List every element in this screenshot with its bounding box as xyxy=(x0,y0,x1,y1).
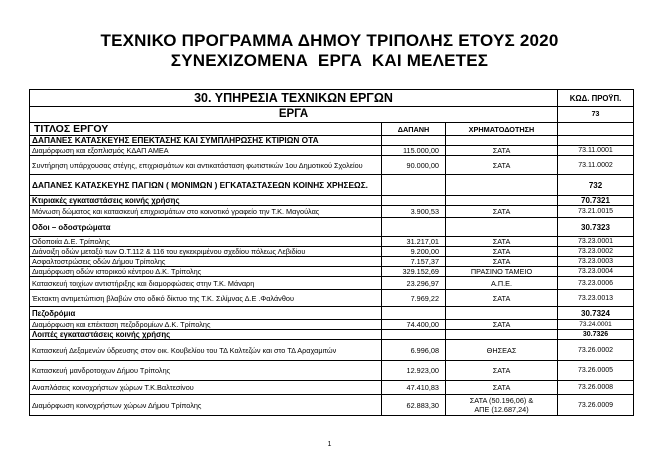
row-title: Κατασκευή Δεξαμενών ύδρευσης στον οικ. Κουβελίου του ΤΔ Καλτεζών και στο ΤΔ Αραχαμιτών xyxy=(30,340,382,361)
section-row xyxy=(30,175,634,196)
row-title: Έκτακτη αντιμετώπιση βλαβών στο οδικό δίκτυο της Τ.Κ. Σιλίμνας Δ.Ε .Φαλάνθου xyxy=(30,290,382,307)
col-funding-header: ΧΡΗΜΑΤΟΔΟΤΗΣΗ xyxy=(446,123,558,136)
subsection-ktiriakes-code: 70.7321 xyxy=(558,196,634,206)
erga-code: 73 xyxy=(558,107,634,123)
table-row xyxy=(30,395,634,416)
row-code: 73.23.0013 xyxy=(558,290,634,307)
subsection-loipes-code: 30.7326 xyxy=(558,330,634,340)
row-cost: 329.152,69 xyxy=(382,267,446,277)
empty-cell xyxy=(446,136,558,146)
row-title: Συντήρηση υπάρχουσας στέγης, επιχρισμάτων και αντικατάσταση φωτιστικών 1ου Δημοτικού Σχολείου xyxy=(30,156,382,175)
row-title: Κατασκευή μανδροτοιχων Δήμου Τρίπολης xyxy=(30,361,382,381)
row-funding: ΣΑΤΑ xyxy=(446,381,558,395)
section-fixed-code: 732 xyxy=(558,175,634,196)
table-row xyxy=(30,277,634,290)
page-number: 1 xyxy=(327,441,332,448)
row-cost: 6.996,08 xyxy=(382,340,446,361)
empty-cell xyxy=(382,196,446,206)
row-funding: ΣΑΤΑ xyxy=(446,361,558,381)
row-code: 73.23.0002 xyxy=(558,247,634,257)
col-cost-header: ΔΑΠΑΝΗ xyxy=(382,123,446,136)
code-header: ΚΩΔ. ΠΡΟΫΠ. xyxy=(558,90,634,107)
col-title-header: ΤΙΤΛΟΣ ΕΡΓΟΥ xyxy=(30,123,382,136)
row-funding: ΘΗΣΕΑΣ xyxy=(446,340,558,361)
row-cost: 7.969,22 xyxy=(382,290,446,307)
row-funding: ΣΑΤΑ xyxy=(446,237,558,247)
empty-cell xyxy=(446,196,558,206)
empty-cell xyxy=(558,136,634,146)
subsection-ktiriakes: Κτιριακές εγκαταστάσεις κοινής χρήσης xyxy=(30,196,382,206)
row-cost: 9.200,00 xyxy=(382,247,446,257)
subsection-odoi: Οδοι – οδοστρώματα xyxy=(30,218,382,237)
table-row xyxy=(30,290,634,307)
col-code-header xyxy=(558,123,634,136)
service-header-row xyxy=(30,90,634,107)
row-funding: ΠΡΑΣΙΝΟ ΤΑΜΕΙΟ xyxy=(446,267,558,277)
funding-line: ΣΑΤΑ (50.196,06) & xyxy=(469,396,534,405)
row-funding: ΣΑΤΑ xyxy=(446,290,558,307)
row-code: 73.26.0002 xyxy=(558,340,634,361)
empty-cell xyxy=(446,307,558,320)
row-cost: 74.400,00 xyxy=(382,320,446,330)
row-funding xyxy=(446,395,558,416)
funding-line: ΑΠΕ (12.687,24) xyxy=(474,405,529,414)
row-cost: 47.410,83 xyxy=(382,381,446,395)
row-cost: 90.000,00 xyxy=(382,156,446,175)
row-title: Διαμόρφωση και επέκταση πεζοδρομίων Δ.Κ. Τρίπολης xyxy=(30,320,382,330)
table-row xyxy=(30,381,634,395)
empty-cell xyxy=(446,218,558,237)
row-code: 73.26.0009 xyxy=(558,395,634,416)
section-fixed: ΔΑΠΑΝΕΣ ΚΑΤΑΣΚΕΥΗΣ ΠΑΓΙΩΝ ( ΜΟΝΙΜΩΝ ) ΕΓΚΑΤΑΣΤΑΣΕΩΝ ΚΟΙΝΗΣ ΧΡΗΣΕΩΣ. xyxy=(30,175,382,196)
subsection-pezodromia-code: 30.7324 xyxy=(558,307,634,320)
row-title: Διαμόρφωση οδών ιστορικού κέντρου Δ.Κ. Τρίπολης xyxy=(30,267,382,277)
table-row xyxy=(30,247,634,257)
document-subtitle: ΣΥΝΕΧΙΖΟΜΕΝΑ ΕΡΓΑ ΚΑΙ ΜΕΛΕΤΕΣ xyxy=(170,51,489,70)
table-row xyxy=(30,237,634,247)
row-code: 73.23.0006 xyxy=(558,277,634,290)
table-row xyxy=(30,361,634,381)
erga-label: ΕΡΓΑ xyxy=(30,107,558,123)
row-funding: ΣΑΤΑ xyxy=(446,146,558,156)
table-row xyxy=(30,206,634,218)
row-code: 73.23.0003 xyxy=(558,257,634,267)
table-row xyxy=(30,146,634,156)
row-funding: ΣΑΤΑ xyxy=(446,257,558,267)
row-title: Ασφαλτοστρώσεις οδών Δήμου Τρίπολης xyxy=(30,257,382,267)
works-table xyxy=(29,89,634,416)
row-cost: 62.883,30 xyxy=(382,395,446,416)
row-cost: 7.157,37 xyxy=(382,257,446,267)
subsection-row xyxy=(30,218,634,237)
row-code: 73.23.0004 xyxy=(558,267,634,277)
row-funding: ΣΑΤΑ xyxy=(446,247,558,257)
row-code: 73.21.0015 xyxy=(558,206,634,218)
row-code: 73.11.0002 xyxy=(558,156,634,175)
row-title: Διαμόρφωση και εξοπλισμός ΚΔΑΠ ΑΜΕΑ xyxy=(30,146,382,156)
row-funding: ΣΑΤΑ xyxy=(446,206,558,218)
row-funding: ΣΑΤΑ xyxy=(446,156,558,175)
empty-cell xyxy=(382,136,446,146)
row-funding: Α.Π.Ε. xyxy=(446,277,558,290)
empty-cell xyxy=(446,330,558,340)
row-title: Διαμόρφωση κοινοχρήστων χώρων Δήμου Τρίπολης xyxy=(30,395,382,416)
row-code: 73.24.0001 xyxy=(558,320,634,330)
row-code: 73.26.0005 xyxy=(558,361,634,381)
table-row xyxy=(30,320,634,330)
section-buildings: ΔΑΠΑΝΕΣ ΚΑΤΑΣΚΕΥΗΣ ΕΠΕΚΤΑΣΗΣ ΚΑΙ ΣΥΜΠΛΗΡΩΣΗΣ ΚΤΙΡΙΩΝ ΟΤΑ xyxy=(30,136,382,146)
row-title: Διάνοιξη οδών μεταξύ των Ο.Τ.112 & 116 του εγκεκριμένου σχεδίου πόλεως Λεβιδίου xyxy=(30,247,382,257)
subsection-row xyxy=(30,330,634,340)
row-cost: 3.900,53 xyxy=(382,206,446,218)
subsection-loipes: Λοιπές εγκαταστάσεις κοινής χρήσης xyxy=(30,330,382,340)
section-row xyxy=(30,136,634,146)
row-cost: 31.217,01 xyxy=(382,237,446,247)
row-cost: 12.923,00 xyxy=(382,361,446,381)
service-title: 30. ΥΠΗΡΕΣΙΑ ΤΕΧΝΙΚΩΝ ΕΡΓΩΝ xyxy=(30,90,558,107)
subsection-pezodromia: Πεζοδρόμια xyxy=(30,307,382,320)
table-row xyxy=(30,156,634,175)
subsection-row xyxy=(30,307,634,320)
row-title: Κατασκευή τοιχίων αντιστήριξης και διαμορφώσεις στην Τ.Κ. Μάναρη xyxy=(30,277,382,290)
subsection-odoi-code: 30.7323 xyxy=(558,218,634,237)
row-code: 73.11.0001 xyxy=(558,146,634,156)
empty-cell xyxy=(446,175,558,196)
table-row xyxy=(30,267,634,277)
column-header-row xyxy=(30,123,634,136)
subsection-row xyxy=(30,196,634,206)
row-funding: ΣΑΤΑ xyxy=(446,320,558,330)
document-title: ΤΕΧΝΙΚΟ ΠΡΟΓΡΑΜΜΑ ΔΗΜΟΥ ΤΡΙΠΟΛΗΣ ΕΤΟΥΣ 2020 xyxy=(100,31,559,50)
row-title: Μόνωση δώματος και κατασκευή επιχρισμάτων στο κοινοτικό γραφείο την Τ.Κ. Μαγούλας xyxy=(30,206,382,218)
row-cost: 23.296,97 xyxy=(382,277,446,290)
empty-cell xyxy=(382,330,446,340)
row-code: 73.23.0001 xyxy=(558,237,634,247)
table-row xyxy=(30,340,634,361)
row-title: Αναπλάσεις κοινοχρήστων χώρων Τ.Κ.Βαλτεσίνου xyxy=(30,381,382,395)
row-title: Οδοποιία Δ.Ε. Τρίπολης xyxy=(30,237,382,247)
row-cost: 115.000,00 xyxy=(382,146,446,156)
table-row xyxy=(30,257,634,267)
empty-cell xyxy=(382,175,446,196)
erga-row xyxy=(30,107,634,123)
empty-cell xyxy=(382,218,446,237)
row-code: 73.26.0008 xyxy=(558,381,634,395)
empty-cell xyxy=(382,307,446,320)
